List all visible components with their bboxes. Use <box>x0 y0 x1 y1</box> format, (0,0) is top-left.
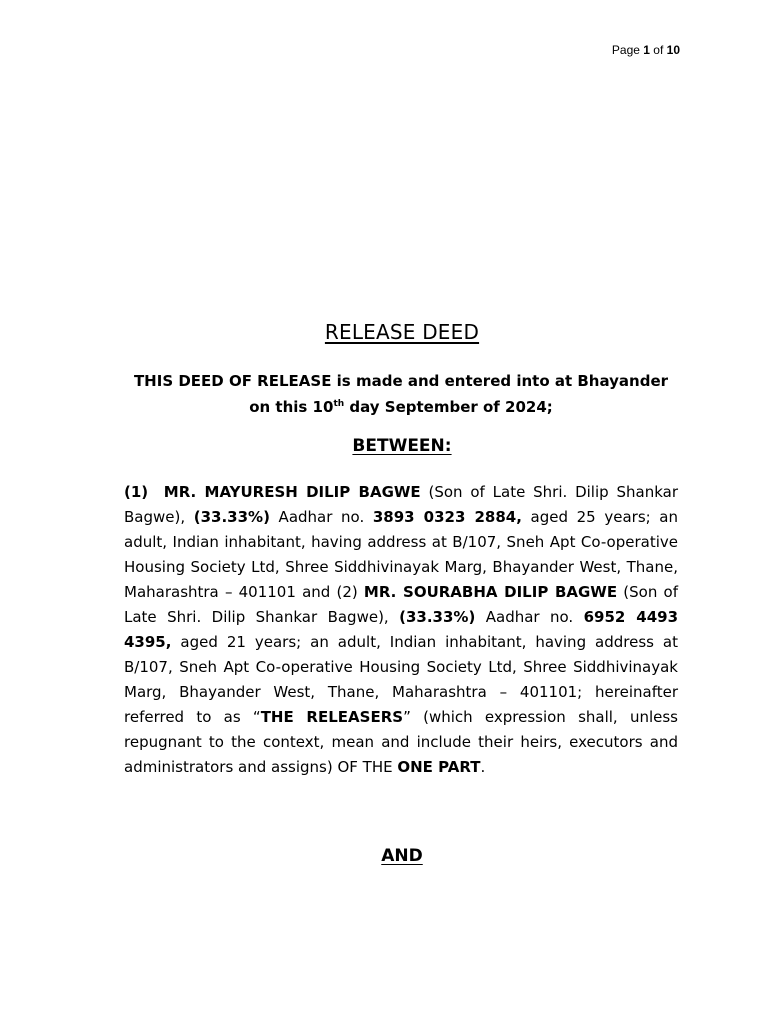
page-of: of <box>649 43 667 57</box>
party-1-spacer <box>148 483 164 501</box>
one-part-term: ONE PART <box>397 758 481 776</box>
party-1-name: MR. MAYURESH DILIP BAGWE <box>163 483 421 501</box>
releasers-clause: ” (which expression shall, unless repugnant to the context, mean and include their heirs, executors and administrators and assigns) OF THE <box>124 708 678 776</box>
party-1-aadhar-label: Aadhar no. <box>269 508 373 526</box>
current-page: 1 <box>643 43 650 57</box>
and-heading: AND <box>381 846 423 866</box>
party-2-aadhar: 6952 4493 4395, <box>124 608 678 651</box>
intro-statement <box>124 368 678 420</box>
party-2-aadhar-label: Aadhar no. <box>475 608 584 626</box>
between-heading: BETWEEN: <box>352 436 452 456</box>
page-prefix: Page <box>611 43 644 57</box>
party-1-number: (1) <box>124 483 149 501</box>
releasers-term: THE RELEASERS <box>260 708 404 726</box>
party-2-details: aged 21 years; an adult, Indian inhabitant, having address at B/107, Sneh Apt Co-operative Housing Society Ltd, Shree Siddhivinayak Marg, Bhayander West, Thane, Maharashtra – 401101; hereinafter referred to as “ <box>124 633 678 726</box>
parties-paragraph <box>124 480 678 780</box>
document-title: RELEASE DEED <box>324 320 480 344</box>
intro-part-2: day September of 2024; <box>344 398 553 416</box>
intro-ordinal-suffix: th <box>333 399 345 409</box>
party-1-aadhar: 3893 0323 2884, <box>372 508 522 526</box>
page-number <box>612 43 680 57</box>
party-2-name: MR. SOURABHA DILIP BAGWE <box>363 583 618 601</box>
paragraph-end: . <box>480 758 486 776</box>
party-1-details: aged 25 years; an adult, Indian inhabitant, having address at B/107, Sneh Apt Co-operative Housing Society Ltd, Shree Siddhivinayak Marg, Bhayander West, Thane, Maharashtra – 401101 and (2) <box>124 508 679 601</box>
party-2-share: (33.33%) <box>399 608 476 626</box>
party-1-share: (33.33%) <box>193 508 270 526</box>
party-2-father: (Son of Late Shri. Dilip Shankar Bagwe), <box>124 583 678 626</box>
intro-part-1: THIS DEED OF RELEASE is made and entered into at Bhayander on this 10 <box>133 372 669 416</box>
party-1-father: (Son of Late Shri. Dilip Shankar Bagwe), <box>124 483 678 526</box>
total-pages: 10 <box>666 43 680 57</box>
